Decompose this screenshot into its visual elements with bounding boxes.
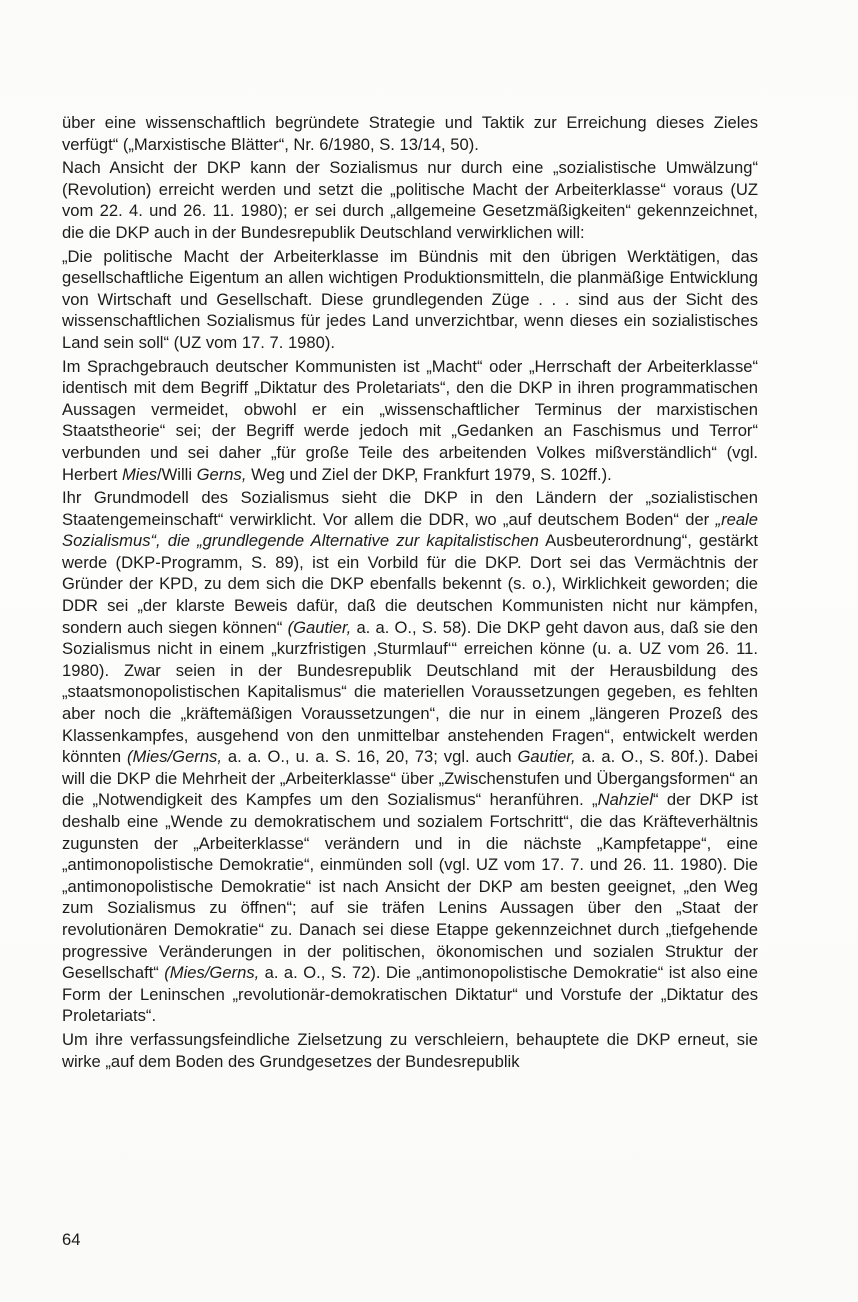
- text-run: Um ihre verfassungsfeindliche Zielsetzung zu verschleiern, behauptete die DKP erneut, sie wirke „auf dem Boden des Grundgesetzes der Bundesrepublik: [62, 1029, 758, 1071]
- italic-text: (Gautier,: [287, 617, 352, 637]
- italic-text: Gerns,: [196, 464, 247, 484]
- italic-text: Nahziel: [597, 790, 653, 810]
- italic-text: (Mies/Gerns,: [164, 963, 260, 983]
- paragraph: [62, 1029, 758, 1072]
- paragraph: [62, 246, 758, 354]
- text-run: Nach Ansicht der DKP kann der Sozialismus nur durch eine „sozialistische Umwälzung“ (Revolution) erreicht werden und setzt die „politische Macht der Arbeiterklasse“ voraus (UZ vom 22. 4. und 26. 11. 1980); er sei durch „allgemeine Gesetzmäßigkeiten“ gekennzeichnet, die die DKP auch in der Bundesrepublik Deutschland verwirklichen will:: [62, 158, 758, 242]
- text-run: Ausbeuterordnung“, gestärkt werde (DKP-Programm, S. 89), ist ein Vorbild für die DKP. Dort sei das Vermächtnis der Gründer der KPD, zu dem sich die DKP ebenfalls bekennt (s. o.), Wirklichkeit geworden; die DDR sei „der klarste Beweis dafür, daß die deutschen Kommunisten nicht nur kämpfen, sondern auch siegen können“: [62, 531, 758, 637]
- paragraph: [62, 157, 758, 243]
- text-run: “ der DKP ist deshalb eine „Wende zu demokratischem und sozialem Fortschritt“, die das Kräfteverhältnis zugunsten der „Arbeiterklasse“ verändern und in die nächste „Kampfetappe“, eine „antimonopolistische Demokratie“, einmünden soll (vgl. UZ vom 17. 7. und 26. 11. 1980). Die „antimonopolistische Demokratie“ ist nach Ansicht der DKP am besten geeignet, „den Weg zum Sozialismus zu öffnen“; auf sie träfen Lenins Aussagen über den „Staat der revolutionären Demokratie“ zu. Danach sei diese Etappe gekennzeichnet durch „tiefgehende progressive Veränderungen in der politischen, ökonomischen und sozialen Struktur der Gesellschaft“: [62, 790, 758, 983]
- italic-text: „reale Sozialismus“, die „grundlegende Alternative zur kapitalistischen: [62, 509, 758, 551]
- page-number: 64: [62, 1230, 81, 1249]
- paragraph: [62, 487, 758, 1027]
- text-run: über eine wissenschaftlich begründete Strategie und Taktik zur Erreichung dieses Zieles verfügt“ („Marxistische Blätter“, Nr. 6/1980, S. 13/14, 50).: [62, 113, 758, 154]
- text-run: Weg und Ziel der DKP, Frankfurt 1979, S. 102ff.).: [246, 464, 612, 484]
- text-run: a. a. O., S. 58). Die DKP geht davon aus, daß sie den Sozialismus nicht in einem „kurzfristigen ‚Sturmlauf‘“ erreichen könne (u. a. UZ vom 26. 11. 1980). Zwar seien in der Bundesrepublik Deutschland mit der Herausbildung des „staatsmonopolistischen Kapitalismus“ die materiellen Voraussetzungen gegeben, es fehlten aber noch die „kräftemäßigen Voraussetzungen“, die nur in einem „längeren Prozeß des Klassenkampfes, ausgehend von den unmittelbar anstehenden Fragen“, entwickelt werden könnten: [62, 617, 758, 767]
- italic-text: (Mies/Gerns,: [127, 747, 222, 767]
- paragraph: [62, 112, 758, 155]
- text-run: /Willi: [157, 464, 197, 484]
- italic-text: Gautier,: [517, 747, 576, 767]
- text-run: Im Sprachgebrauch deutscher Kommunisten ist „Macht“ oder „Herrschaft der Arbeiterklasse“ identisch mit dem Begriff „Diktatur des Proletariats“, den die DKP in ihren programmatischen Aussagen vermeidet, obwohl er ein „wissenschaftlicher Terminus der marxistischen Staatstheorie“ sei; der Begriff werde jedoch mit „Gedanken an Faschismus und Terror“ verbunden und sei daher „für große Teile des arbeitenden Volkes mißverständlich“ (vgl. Herbert: [62, 356, 758, 484]
- text-run: a. a. O., S. 72). Die „antimonopolistische Demokratie“ ist also eine Form der Leninschen „revolutionär-demokratischen Diktatur“ und Vorstufe der „Diktatur des Proletariats“.: [62, 963, 758, 1026]
- text-run: a. a. O., S. 80f.). Dabei will die DKP die Mehrheit der „Arbeiterklasse“ über „Zwischenstufen und Übergangsformen“ an die „Notwendigkeit des Kampfes um den Sozialismus“ heranführen. „: [62, 747, 758, 810]
- paragraph: [62, 356, 758, 486]
- text-run: a. a. O., u. a. S. 16, 20, 73; vgl. auch: [221, 747, 518, 767]
- text-run: Ihr Grundmodell des Sozialismus sieht die DKP in den Ländern der „sozialistischen Staatengemeinschaft“ verwirklicht. Vor allem die DDR, wo „auf deutschem Boden“ der: [62, 488, 758, 529]
- body-text: [62, 112, 758, 1074]
- text-run: „Die politische Macht der Arbeiterklasse im Bündnis mit den übrigen Werktätigen, das gesellschaftliche Eigentum an allen wichtigen Produktionsmitteln, die planmäßige Entwicklung von Wirtschaft und Gesellschaft. Diese grundlegenden Züge . . . sind aus der Sicht des wissenschaftlichen Sozialismus für jedes Land unverzichtbar, wenn dieses ein sozialistisches Land sein soll“ (UZ vom 17. 7. 1980).: [62, 246, 758, 352]
- italic-text: Mies: [121, 464, 157, 484]
